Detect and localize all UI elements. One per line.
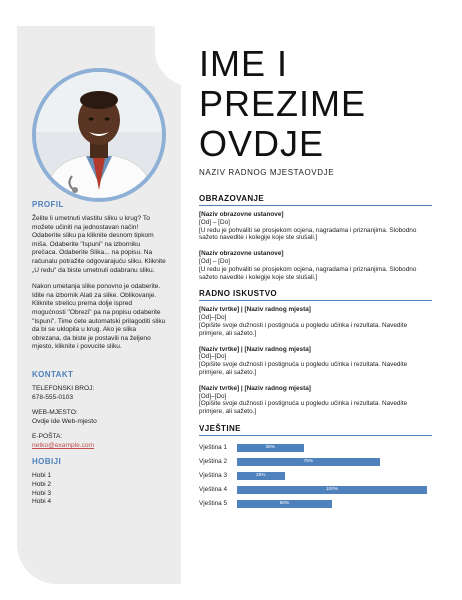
name-line: IME I [199, 43, 289, 84]
job-title: NAZIV RADNOG MJESTAOVDJE [199, 168, 335, 177]
entry-title: [Naziv tvrtke] | [Naziv radnog mjesta] [199, 306, 311, 314]
hobby-item: Hobi 3 [32, 489, 52, 497]
skill-track [237, 500, 427, 508]
entry-description: [U redu je pohvaliti se prosjekom ocjena, nagradama i priznanjima. Slobodno sažeto navedite i kolegije koje ste slušali.] [199, 265, 417, 281]
email-label: E-POŠTA: [32, 433, 63, 441]
hobby-item: Hobi 4 [32, 498, 52, 506]
name-heading [199, 44, 432, 164]
education-section [199, 194, 432, 281]
skill-track [237, 458, 427, 466]
contact-heading: KONTAKT [32, 369, 74, 379]
skill-row [199, 497, 432, 511]
entry-dates: [Od]–[Do] [199, 392, 227, 400]
profile-paragraph: Želite li umetnuti vlastitu sliku u krug? To možete učiniti na jednostavan način! Odaberite sliku pa kliknite desnom tipkom miša. Odaberite "Ispuni" na izborniku prečaca. Odaberite Slika... na popisu. Na računalu potražite odgovarajuću sliku. Kliknite „U redu" da biste umetnuli odabranu sliku. [32, 215, 166, 274]
name-line: OVDJE [199, 123, 325, 164]
profile-paragraph: Nakon umetanja slike ponovno je odaberite. Idite na izbornik Alati za slike. Oblikovanje. Kliknite strelicu prema dolje ispred mogućnosti "Obrezi" pa na popisu odaberite "Ispuni". Time ćete automatski prilagoditi sliku da bi se uklopila u krug. Ako je slika obrezana, da biste je postavili na željeno mjesto, kliknite i povucite sliku. [32, 283, 166, 351]
skill-value-label: 35% [265, 445, 276, 451]
entry-description: [U redu je pohvaliti se prosjekom ocjena, nagradama i priznanjima. Slobodno sažeto navedite i kolegije koje ste slušali.] [199, 226, 417, 242]
entry-dates: [Od]–[Do] [199, 353, 227, 361]
skill-label: Vještina 5 [199, 500, 228, 508]
entry-dates: [Od] – [Do] [199, 218, 230, 226]
education-entry [199, 250, 432, 281]
skills-section [199, 424, 432, 511]
skill-bar [237, 444, 304, 452]
phone-label: TELEFONSKI BROJ: [32, 384, 95, 392]
entry-title: [Naziv tvrtke] | [Naziv radnog mjesta] [199, 345, 311, 353]
name-line: PREZIME [199, 83, 367, 124]
skill-label: Vještina 2 [199, 458, 228, 466]
skills-heading: VJEŠTINE [199, 424, 432, 436]
website-label: WEB-MJESTO: [32, 409, 78, 417]
main-content [199, 44, 432, 511]
website-value: Ovdje ide Web-mjesto [32, 417, 97, 425]
entry-title: [Naziv obrazovne ustanove] [199, 211, 284, 218]
skill-value-label: 75% [303, 459, 314, 465]
sidebar-content [32, 200, 167, 507]
skill-bar [237, 500, 332, 508]
entry-description: [Opišite svoje dužnosti i postignuća u pogledu učinka i rezultata. Navedite primjere, ali sažeto.] [199, 321, 408, 337]
education-heading: OBRAZOVANJE [199, 194, 432, 206]
skill-bar [237, 472, 285, 480]
skill-bar [237, 458, 380, 466]
skill-label: Vještina 4 [199, 486, 228, 494]
entry-dates: [Od] – [Do] [199, 257, 230, 265]
email-link[interactable]: netko@example.com [32, 441, 95, 449]
skill-row [199, 483, 432, 497]
experience-heading: RADNO ISKUSTVO [199, 289, 432, 301]
skill-row [199, 441, 432, 455]
experience-entry [199, 385, 432, 416]
entry-description: [Opišite svoje dužnosti i postignuća u pogledu učinka i rezultata. Navedite primjere, ali sažeto.] [199, 400, 408, 416]
skill-value-label: 50% [279, 501, 290, 507]
education-entry [199, 211, 432, 242]
doctor-portrait-image [36, 72, 162, 198]
skill-label: Vještina 3 [199, 472, 228, 480]
entry-title: [Naziv tvrtke] | [Naziv radnog mjesta] [199, 384, 311, 392]
experience-entry [199, 346, 432, 377]
skill-row [199, 455, 432, 469]
profile-photo[interactable] [32, 68, 166, 202]
experience-section [199, 289, 432, 416]
skill-row [199, 469, 432, 483]
experience-entry [199, 306, 432, 337]
hobbies-heading: HOBIJI [32, 457, 62, 467]
hobby-item: Hobi 2 [32, 481, 52, 489]
phone-value: 678-555-0103 [32, 393, 74, 401]
skill-value-label: 100% [325, 487, 339, 493]
skill-track [237, 444, 427, 452]
entry-dates: [Od]–[Do] [199, 314, 227, 322]
email-value[interactable] [32, 442, 167, 451]
entry-description: [Opišite svoje dužnosti i postignuća u pogledu učinka i rezultata. Navedite primjere, ali sažeto.] [199, 361, 408, 376]
skill-label: Vještina 1 [199, 444, 228, 452]
hobby-item: Hobi 1 [32, 472, 52, 480]
skill-track [237, 472, 427, 480]
skill-bar [237, 486, 427, 494]
profile-heading: PROFIL [32, 200, 64, 209]
skill-value-label: 25% [255, 473, 266, 479]
entry-title: [Naziv obrazovne ustanove] [199, 250, 284, 258]
skill-track [237, 486, 427, 494]
